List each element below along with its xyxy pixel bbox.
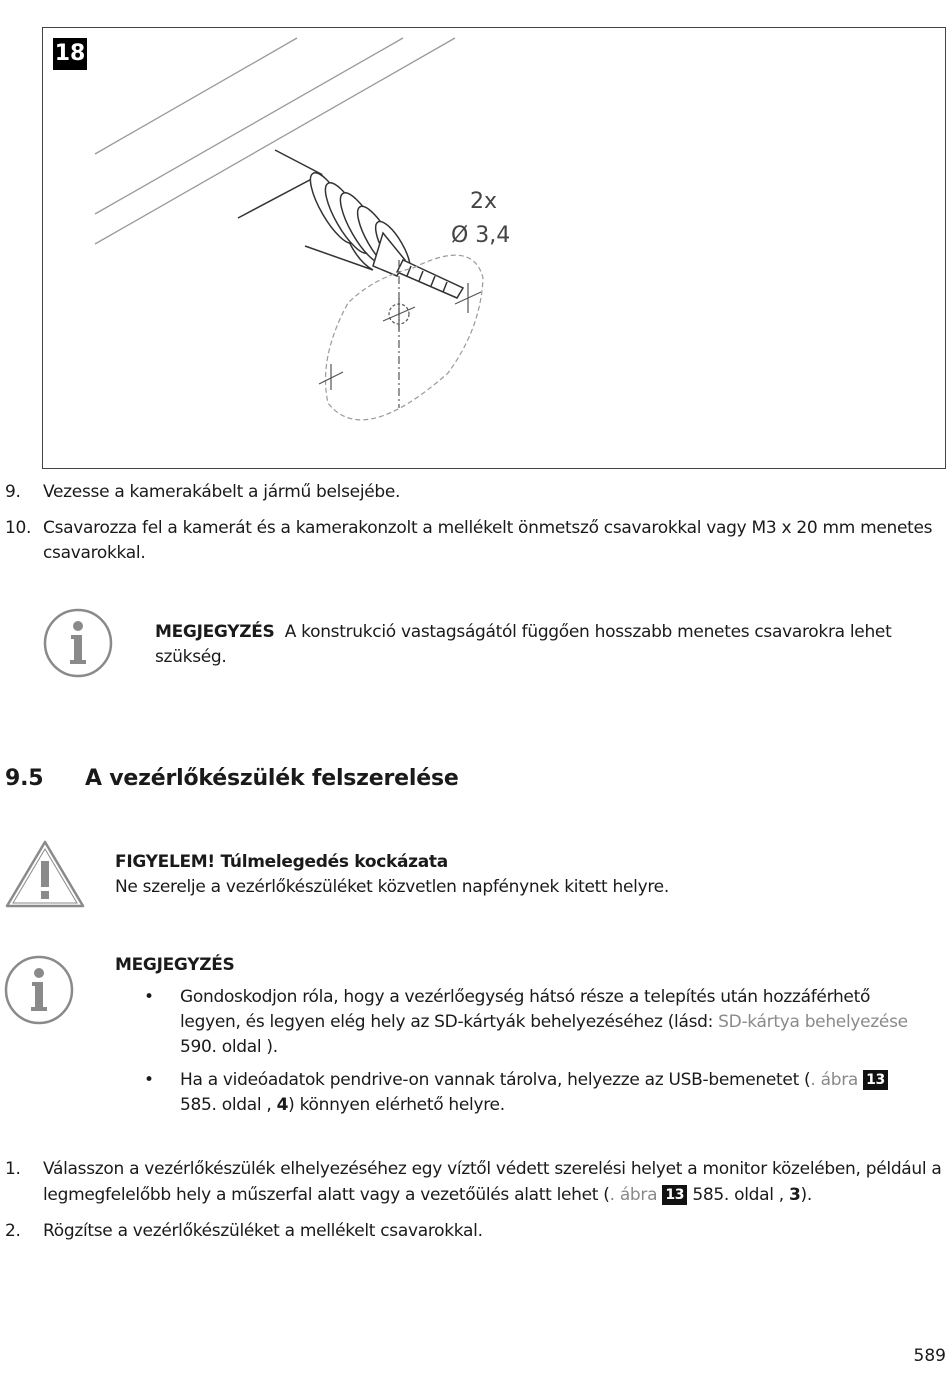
step-text: Vezesse a kamerakábelt a jármű belsejébe. xyxy=(43,482,401,502)
bullet-text-cont: ) könnyen elérhető helyre. xyxy=(288,1095,505,1115)
note-label: MEGJEGYZÉS xyxy=(155,622,275,642)
warning-text: Ne szerelje a vezérlőkészüléket közvetlen napfénynek kitett helyre. xyxy=(115,877,669,897)
step-number: 1. xyxy=(5,1159,21,1179)
figure-label-count: 2x xyxy=(470,189,498,214)
bullet-text-cont: 585. oldal , xyxy=(180,1095,277,1115)
step-10 xyxy=(5,516,945,568)
step-number: 2. xyxy=(5,1221,21,1241)
drilling-illustration xyxy=(43,28,947,470)
bullet-text: Ha a videóadatok pendrive-on vannak tárolva, helyezze az USB-bemenetet ( xyxy=(180,1070,811,1090)
figure-ref-badge: 13 xyxy=(662,1185,687,1205)
step-number: 9. xyxy=(5,482,21,502)
page-number: 589 xyxy=(913,1346,946,1366)
figure-label-diameter: Ø 3,4 xyxy=(451,223,511,248)
bullet-text-cont: 590. oldal ). xyxy=(180,1037,278,1057)
warning-icon xyxy=(4,839,86,909)
step-text-part: ). xyxy=(800,1185,812,1205)
figure-18 xyxy=(42,27,946,469)
note-text-cont: szükség. xyxy=(155,647,227,667)
list-item xyxy=(140,1068,920,1118)
item-ref: 4 xyxy=(276,1095,289,1115)
figure-link[interactable]: . ábra xyxy=(609,1185,658,1205)
warning-title: FIGYELEM! Túlmelegedés kockázata xyxy=(115,852,448,872)
step-text: Csavarozza fel a kamerát és a kamerakonzolt a mellékelt önmetsző csavarokkal vagy M3 x 20 mm menetes xyxy=(43,518,933,538)
section-title: A vezérlőkészülék felszerelése xyxy=(85,766,459,791)
item-ref: 3 xyxy=(788,1185,801,1205)
step-text-part: 585. oldal , xyxy=(687,1185,789,1205)
sd-card-link[interactable]: SD-kártya behelyezése xyxy=(718,1012,908,1032)
note-2-label: MEGJEGYZÉS xyxy=(115,955,235,975)
note-text: A konstrukció vastagságától függően hosszabb menetes csavarokra lehet xyxy=(284,622,892,642)
note-2-bullets xyxy=(140,985,920,1126)
warning-box xyxy=(115,850,915,900)
note-1 xyxy=(155,620,935,670)
bullet-text-cont: legyen, és legyen elég hely az SD-kártyák behelyezéséhez (lásd: xyxy=(180,1012,719,1032)
step-text-cont xyxy=(43,1183,812,1208)
step-text-part: legmegfelelőbb hely a műszerfal alatt vagy a vezetőülés alatt lehet ( xyxy=(43,1185,610,1205)
list-item xyxy=(140,985,920,1060)
figure-link[interactable]: . ábra xyxy=(810,1070,858,1090)
info-icon xyxy=(43,608,113,678)
step-text: Válasszon a vezérlőkészülék elhelyezéséhez egy víztől védett szerelési helyet a monitor közelében, például a xyxy=(43,1159,942,1179)
figure-ref-badge: 13 xyxy=(863,1070,888,1090)
info-icon xyxy=(4,955,74,1025)
step-text: Rögzítse a vezérlőkészüléket a mellékelt csavarokkal. xyxy=(43,1221,483,1241)
figure-number-badge: 18 xyxy=(53,38,87,70)
step-1 xyxy=(5,1157,945,1209)
bullet-text: • Gondoskodjon róla, hogy a vezérlőegység hátsó része a telepítés után hozzáférhető xyxy=(180,987,871,1007)
step-number: 10. xyxy=(5,518,32,538)
step-text-cont: csavarokkal. xyxy=(43,543,146,563)
section-number: 9.5 xyxy=(5,766,44,791)
section-heading xyxy=(5,766,459,791)
